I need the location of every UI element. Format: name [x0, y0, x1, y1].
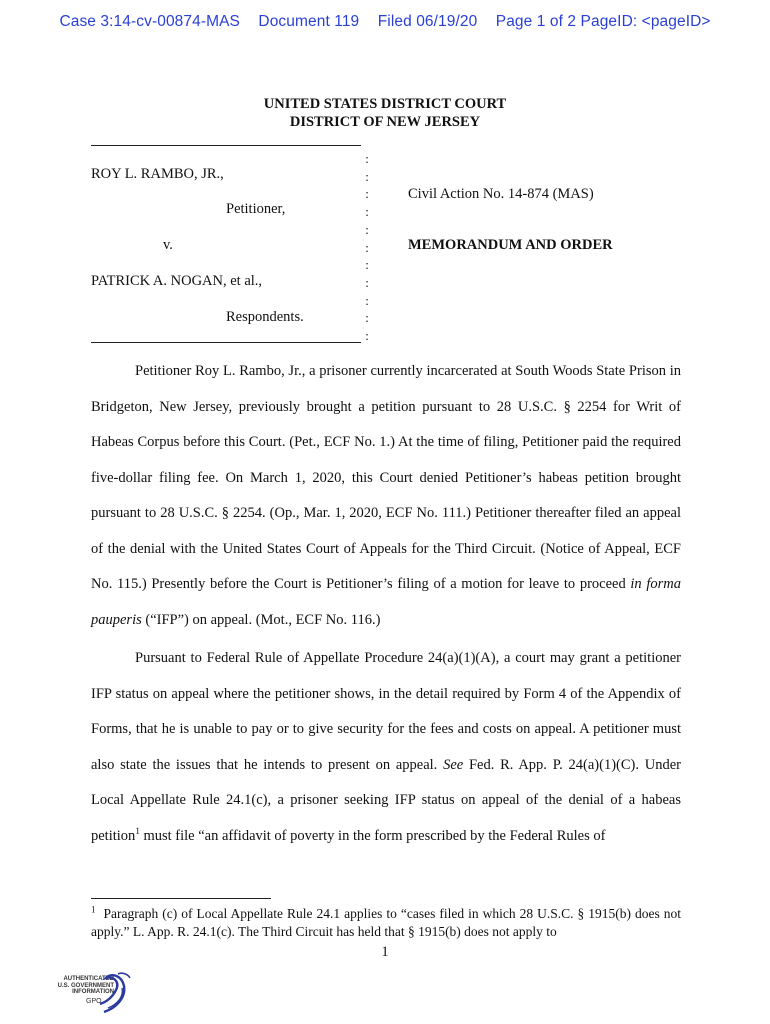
gpo-seal-text: AUTHENTICATED U.S. GOVERNMENT INFORMATION [57, 976, 114, 996]
gpo-authentication-seal [42, 968, 132, 1018]
footnote-text: Paragraph (c) of Local Appellate Rule 24.1 applies to “cases filed in which 28 U.S.C. § 1915(b) does not apply.” L. App. R. 24.1(c). The Third Circuit has held that § 1915(b) does not apply to [91, 906, 681, 939]
filing-stamp [0, 13, 770, 31]
court-name: UNITED STATES DISTRICT COURT [263, 96, 507, 112]
para2-text-end: must file “an affidavit of poverty in the form prescribed by the Federal Rules of [139, 827, 606, 844]
body-paragraph-1 [91, 354, 681, 638]
respondent-name: PATRICK A. NOGAN, et al., [91, 273, 263, 289]
footnote-separator [91, 898, 271, 899]
para1-text: Petitioner Roy L. Rambo, Jr., a prisoner currently incarcerated at South Woods State Prison in Bridgeton, New Jersey, previously brought a petition pursuant to 28 U.S.C. § 2254 for Writ of Habeas Corpus before this Court. (Pet., ECF No. 1.) At the time of filing, Petitioner paid the required five-dollar filing fee. On March 1, 2020, this Court denied Petitioner’s habeas petition brought pursuant to 28 U.S.C. § 2254. (Op., Mar. 1, 2020, ECF No. 111.) Petitioner thereafter filed an appeal of the denial with the United States Court of Appeals for the Third Circuit. (Notice of Appeal, ECF No. 115.) Presently before the Court is Petitioner’s filing of a motion for leave to proceed [91, 363, 681, 592]
stamp-case-number: Case 3:14-cv-00874-MAS [59, 13, 240, 30]
caption-top-rule [91, 145, 361, 146]
civil-action-number: Civil Action No. 14-874 (MAS) [408, 186, 594, 202]
respondent-role: Respondents. [226, 309, 304, 325]
caption-colon-column: : : : : : : : : : : : [365, 151, 369, 344]
petitioner-name: ROY L. RAMBO, JR., [91, 166, 224, 182]
gpo-seal-word: GPO [86, 998, 102, 1005]
para2-text: Pursuant to Federal Rule of Appellate Procedure 24(a)(1)(A), a court may grant a petitioner IFP status on appeal where the petitioner shows, in the detail required by Form 4 of the Appendix of Forms, that he is unable to pay or to give security for the fees and costs on appeal. A petitioner must also state the issues that he intends to present on appeal. [91, 650, 681, 773]
petitioner-role: Petitioner, [226, 201, 286, 217]
footnote-marker: 1 [91, 904, 96, 915]
para2-italic: See [443, 756, 464, 773]
footnote-reference: 1 [135, 825, 140, 836]
body-paragraph-2 [91, 641, 681, 854]
para2-text-middle: Fed. R. App. P. 24(a)(1)(C). Under Local Appellate Rule 24.1(c), a prisoner seeking IFP status on appeal of the denial of a habeas petition [91, 756, 681, 844]
versus-label: v. [163, 237, 173, 253]
caption-bottom-rule [91, 342, 361, 343]
stamp-page-id: Page 1 of 2 PageID: <pageID> [495, 13, 711, 30]
para1-italic: in forma pauperis [91, 576, 681, 628]
eagle-icon [98, 968, 134, 1018]
para1-text-end: (“IFP”) on appeal. (Mot., ECF No. 116.) [141, 611, 381, 628]
footnote-1 [91, 905, 681, 941]
stamp-document: Document 119 [258, 13, 360, 30]
page-number: 1 [381, 944, 389, 960]
document-title: MEMORANDUM AND ORDER [408, 237, 613, 253]
court-heading [0, 95, 770, 131]
court-district: DISTRICT OF NEW JERSEY [289, 114, 481, 130]
stamp-filed-date: Filed 06/19/20 [377, 13, 478, 30]
